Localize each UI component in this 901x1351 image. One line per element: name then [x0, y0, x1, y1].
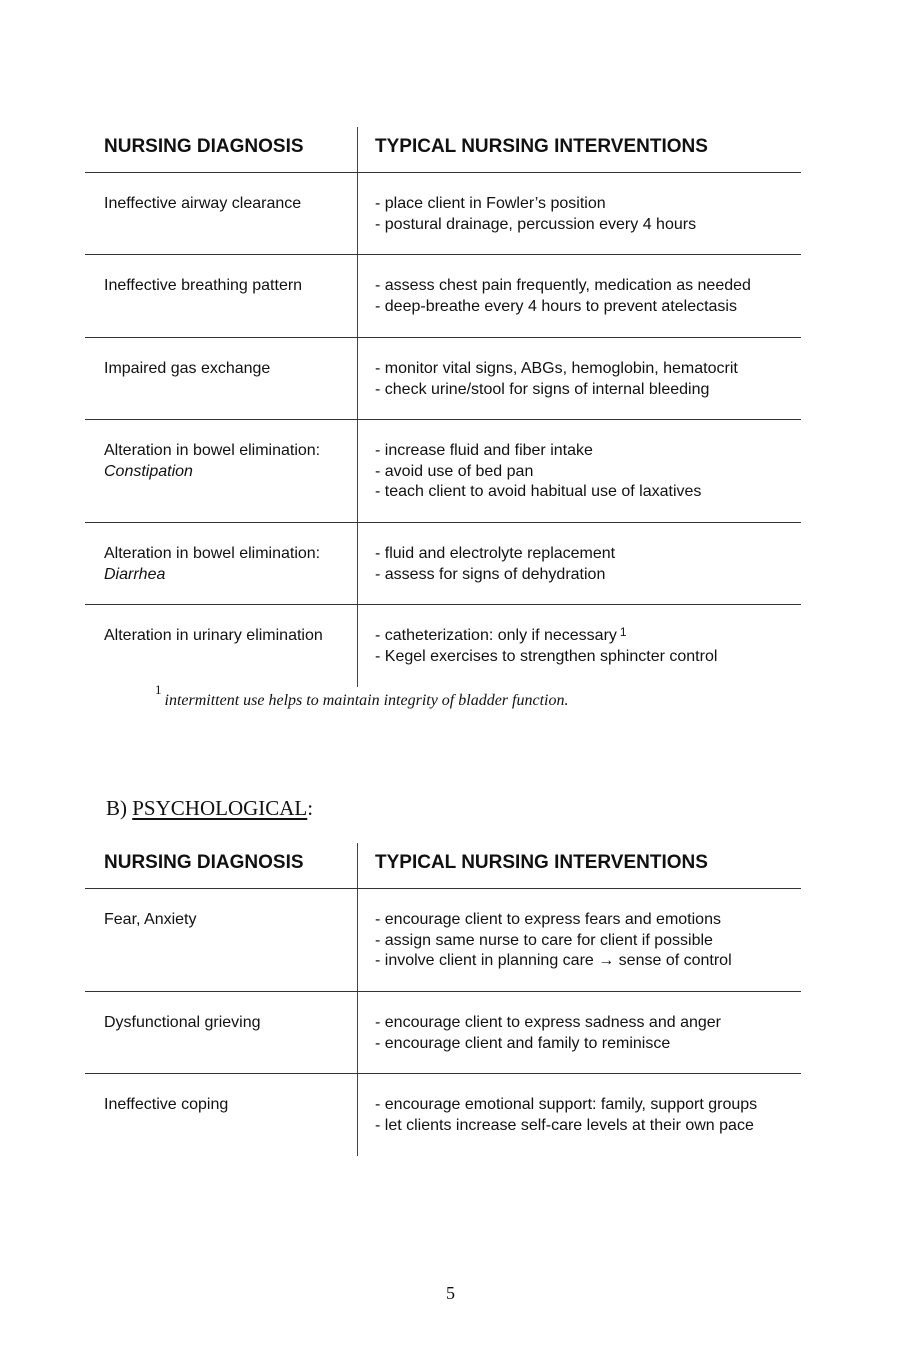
- intervention-item: - encourage emotional support: family, support groups: [375, 1096, 758, 1113]
- table-row: [85, 338, 801, 420]
- diagnosis-text: Dysfunctional grieving: [104, 1014, 261, 1031]
- footnote-mark: 1: [155, 682, 162, 697]
- intervention-item: - let clients increase self-care levels at their own pace: [375, 1116, 754, 1134]
- intervention-item: - involve client in planning care → sense of control: [375, 952, 732, 969]
- interventions-cell: [357, 255, 801, 337]
- psychological-diagnosis-table: [85, 843, 801, 1156]
- diagnosis-cell: [85, 173, 357, 254]
- header-typical-interventions: TYPICAL NURSING INTERVENTIONS: [357, 127, 801, 172]
- diagnosis-cell: [85, 605, 357, 687]
- table-row: [85, 1074, 801, 1156]
- intervention-item: - monitor vital signs, ABGs, hemoglobin, hematocrit: [375, 360, 738, 377]
- intervention-item: - deep-breathe every 4 hours to prevent atelectasis: [375, 297, 737, 315]
- intervention-text: - catheterization: only if necessary: [375, 627, 617, 644]
- diagnosis-cell: [85, 255, 357, 337]
- intervention-item: - fluid and electrolyte replacement: [375, 545, 616, 562]
- diagnosis-text: Alteration in bowel elimination:: [104, 442, 321, 459]
- diagnosis-text: Impaired gas exchange: [104, 360, 271, 377]
- intervention-item: - check urine/stool for signs of internal bleeding: [375, 380, 710, 398]
- intervention-item: - assign same nurse to care for client if possible: [375, 931, 713, 949]
- diagnosis-text: Ineffective coping: [104, 1096, 229, 1113]
- interventions-cell: [357, 889, 801, 991]
- diagnosis-cell: [85, 420, 357, 522]
- intervention-item: [375, 626, 801, 647]
- diagnosis-text: Alteration in urinary elimination: [104, 627, 323, 644]
- intervention-item: - increase fluid and fiber intake: [375, 442, 593, 459]
- diagnosis-text: Ineffective breathing pattern: [104, 277, 303, 294]
- table-row: [85, 420, 801, 523]
- intervention-item: - encourage client and family to reminisce: [375, 1034, 671, 1052]
- table-row: [85, 605, 801, 687]
- header-nursing-diagnosis: NURSING DIAGNOSIS: [104, 136, 304, 157]
- footnote-text: intermittent use helps to maintain integrity of bladder function.: [164, 692, 569, 709]
- interventions-cell: [357, 992, 801, 1073]
- page-number: 5: [446, 1283, 455, 1303]
- interventions-cell: [357, 338, 801, 419]
- physiological-diagnosis-table: [85, 127, 801, 687]
- diagnosis-text: Alteration in bowel elimination:: [104, 545, 321, 562]
- interventions-cell: [357, 1074, 801, 1156]
- footnote: [155, 682, 569, 709]
- intervention-item: - postural drainage, percussion every 4 hours: [375, 215, 697, 233]
- diagnosis-text: Fear, Anxiety: [104, 911, 197, 928]
- section-heading-psychological: [106, 796, 313, 821]
- interventions-cell: [357, 605, 801, 687]
- header-nursing-diagnosis: NURSING DIAGNOSIS: [104, 852, 304, 873]
- intervention-item: - avoid use of bed pan: [375, 462, 534, 480]
- table-row: [85, 523, 801, 605]
- intervention-item: - place client in Fowler’s position: [375, 195, 606, 212]
- table-row: [85, 255, 801, 338]
- table-row: [85, 173, 801, 255]
- interventions-cell: [357, 173, 801, 254]
- diagnosis-cell: [85, 523, 357, 604]
- diagnosis-qualifier: Diarrhea: [104, 565, 166, 583]
- diagnosis-cell: [85, 338, 357, 419]
- section-title: PSYCHOLOGICAL: [132, 796, 308, 820]
- footnote-reference: 1: [619, 625, 627, 639]
- table-header-row: [85, 843, 801, 889]
- table-header-row: [85, 127, 801, 173]
- intervention-item: - assess for signs of dehydration: [375, 565, 606, 583]
- interventions-cell: [357, 523, 801, 604]
- intervention-item: - Kegel exercises to strengthen sphincter control: [375, 647, 718, 665]
- intervention-item: - encourage client to express fears and emotions: [375, 911, 721, 928]
- diagnosis-cell: [85, 1074, 357, 1156]
- diagnosis-cell: [85, 992, 357, 1073]
- table-row: [85, 992, 801, 1074]
- diagnosis-text: Ineffective airway clearance: [104, 195, 302, 212]
- table-row: [85, 889, 801, 992]
- diagnosis-qualifier: Constipation: [104, 462, 193, 480]
- intervention-item: - encourage client to express sadness and anger: [375, 1014, 721, 1031]
- section-suffix: :: [307, 796, 314, 820]
- intervention-item: - assess chest pain frequently, medication as needed: [375, 277, 751, 294]
- header-typical-interventions: TYPICAL NURSING INTERVENTIONS: [357, 843, 801, 888]
- interventions-cell: [357, 420, 801, 522]
- intervention-item: - teach client to avoid habitual use of laxatives: [375, 483, 702, 500]
- section-prefix: B): [106, 796, 127, 820]
- diagnosis-cell: [85, 889, 357, 991]
